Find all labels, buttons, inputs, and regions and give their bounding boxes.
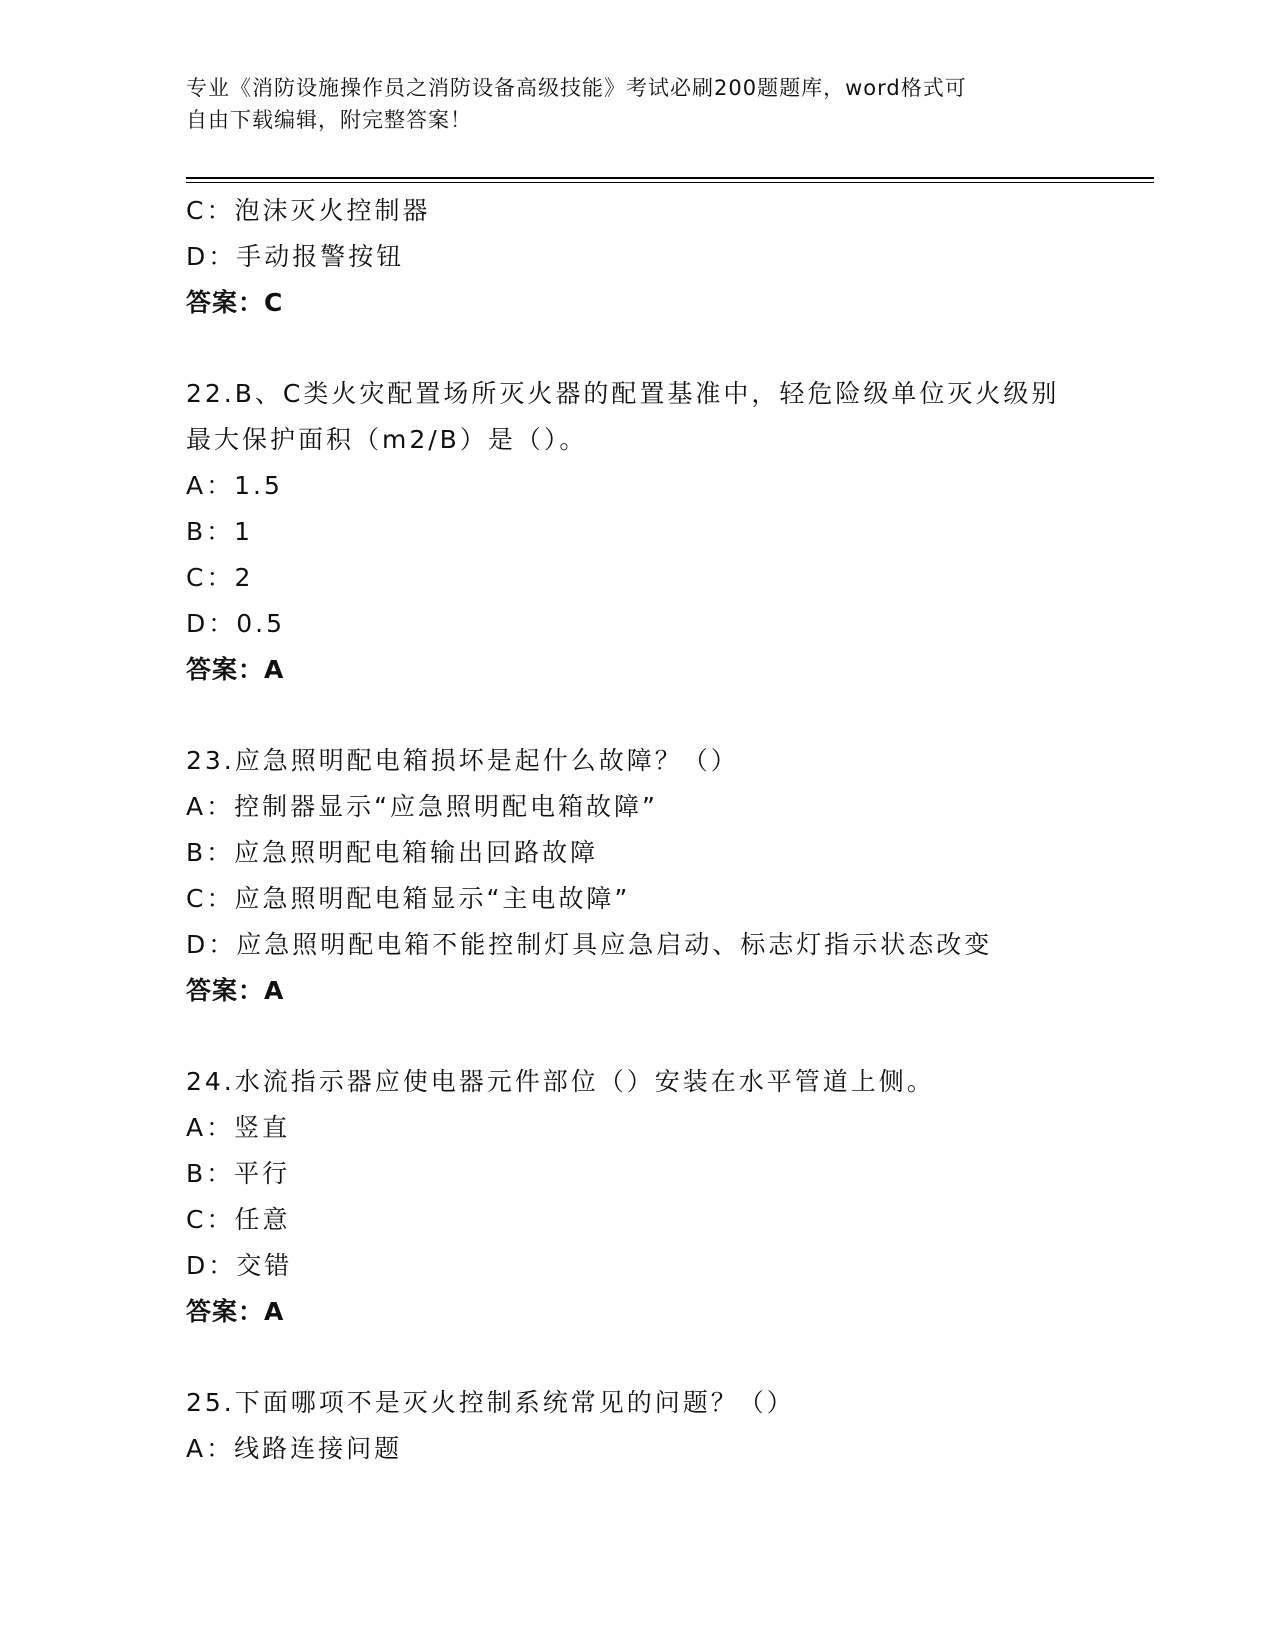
option-d: D：交错	[186, 1251, 293, 1280]
option-d: D：手动报警按钮	[186, 242, 405, 271]
question-stem: 23.应急照明配电箱损坏是起什么故障？（）	[186, 746, 739, 775]
option-c: C：2	[186, 563, 254, 592]
document-header	[186, 72, 1086, 136]
answer-line: 答案：A	[186, 1297, 285, 1326]
question-25	[186, 1380, 1186, 1472]
header-title-line-2: 自由下载编辑，附完整答案！	[186, 108, 472, 132]
question-21-tail	[186, 188, 1186, 326]
answer-line: 答案：C	[186, 288, 284, 317]
header-title-line-1: 专业《消防设施操作员之消防设备高级技能》考试必刷200题题库，word格式可	[186, 76, 967, 100]
question-23	[186, 738, 1186, 1014]
question-stem-line-1: 22.B、C类火灾配置场所灭火器的配置基准中，轻危险级单位灭火级别	[186, 379, 1060, 408]
option-b: B：应急照明配电箱输出回路故障	[186, 838, 599, 867]
spacer	[186, 1014, 1186, 1059]
option-b: B：平行	[186, 1159, 291, 1188]
option-c: C：泡沫灭火控制器	[186, 196, 431, 225]
option-d: D：应急照明配电箱不能控制灯具应急启动、标志灯指示状态改变	[186, 930, 993, 959]
question-stem: 24.水流指示器应使电器元件部位（）安装在水平管道上侧。	[186, 1067, 935, 1096]
option-c: C：应急照明配电箱显示“主电故障”	[186, 884, 631, 913]
spacer	[186, 693, 1186, 738]
option-c: C：任意	[186, 1205, 291, 1234]
option-b: B：1	[186, 517, 254, 546]
option-d: D：0.5	[186, 609, 286, 638]
spacer	[186, 1335, 1186, 1380]
spacer	[186, 326, 1186, 371]
question-stem-line-2: 最大保护面积（m2/B）是（）。	[186, 425, 588, 454]
answer-line: 答案：A	[186, 976, 285, 1005]
answer-line: 答案：A	[186, 655, 285, 684]
question-stem: 25.下面哪项不是灭火控制系统常见的问题？（）	[186, 1388, 795, 1417]
question-22	[186, 371, 1186, 693]
header-divider-thin	[186, 182, 1154, 183]
option-a: A：1.5	[186, 471, 283, 500]
option-a: A：控制器显示“应急照明配电箱故障”	[186, 792, 659, 821]
header-divider-thick	[186, 177, 1154, 179]
question-24	[186, 1059, 1186, 1335]
option-a: A：线路连接问题	[186, 1434, 403, 1463]
option-a: A：竖直	[186, 1113, 291, 1142]
document-body	[186, 188, 1186, 1472]
